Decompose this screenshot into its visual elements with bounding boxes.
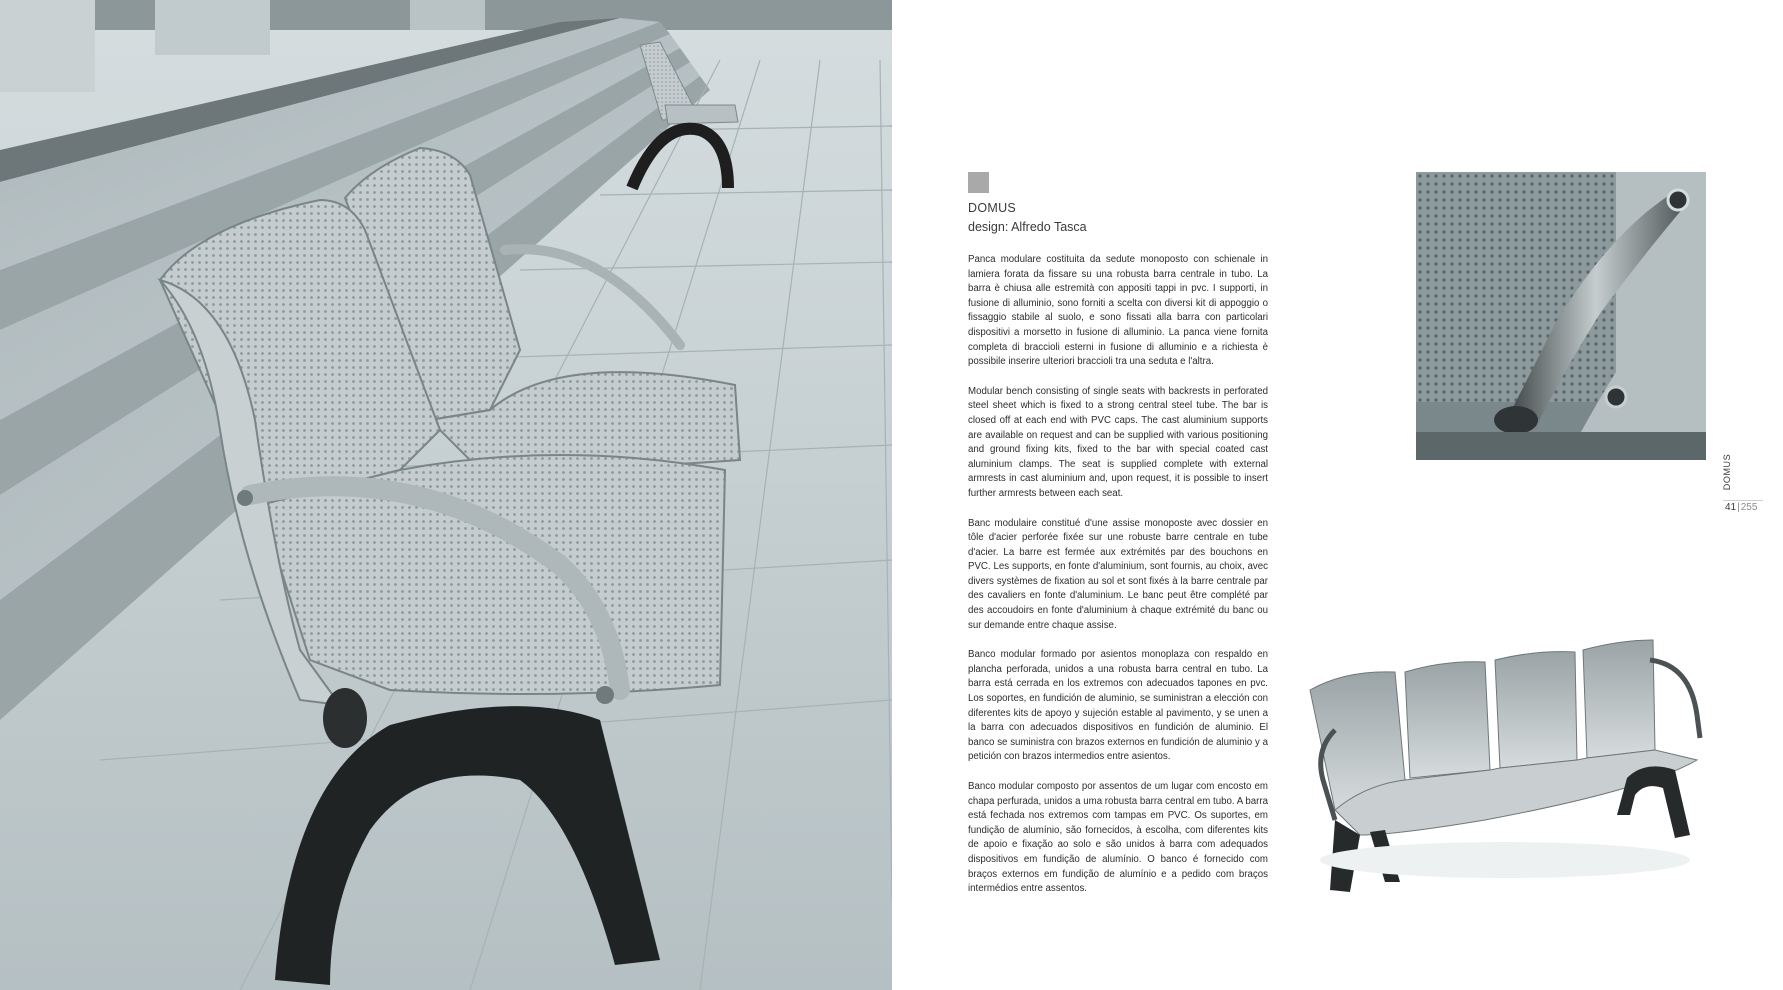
description-english: Modular bench consisting of single seats with backrests in perforated steel sheet which is fixed to a strong central steel tube. The bar is closed off at each end with PVC caps. The cast aluminium supports are available on request and can be supplied with various positioning and ground fixing kits, fixed to the bar with special coated cast aluminium clamps. The seat is supplied complete with external armrests in cast aluminium and, upon request, it is possible to insert further armrests between each seat. xyxy=(968,385,1268,499)
description-spanish: Banco modular formado por asientos monoplaza con respaldo en plancha perforada, unidos a una robusta barra central en tubo. La barra está cerrada en los extremos con adecuados tapones en pvc. Los soportes, en fundición de aluminio, se suministran a elección con diferentes kits de apoyo y sujeción estable al pavimento, y se unen a la barra con adecuados dispositivos en fundición de aluminio. El banco se suministra con brazos externos en fundición de aluminio y a petición con brazos intermedios entre asientos. xyxy=(968,649,1268,763)
armrest-detail-photo xyxy=(1416,172,1706,460)
page-total: 255 xyxy=(1740,502,1758,513)
page-number xyxy=(1725,502,1757,513)
section-tab-label: DOMUS xyxy=(1722,453,1732,491)
description-portuguese: Banco modular composto por assentos de um lugar com encosto em chapa perfurada, unidos a uma robusta barra central em tubo. A barra está fechada nos extremos com tampas em PVC. Os suportes, em fundição de alumínio, são fornecidos, à escolha, com diferentes kits de apoio e fixação ao solo e são unidos à barra com adequados dispositivos em fundição de alumínio. O banco é fornecido com braços externos em fundição de alumínio e a pedido com braços intermédios entre assentos. xyxy=(968,781,1268,895)
folio-rule xyxy=(1723,500,1763,501)
four-seat-bench-photo xyxy=(1305,620,1720,910)
description-column xyxy=(968,253,1268,912)
designer-credit: design: Alfredo Tasca xyxy=(968,220,1087,234)
description-french: Banc modulaire constitué d'une assise monoposte avec dossier en tôle d'acier perforée fixée sur une robuste barre centrale en tube d'acier. La barre est fermée aux extrémités par des bouchons en PVC. Les supports, en fonte d'aluminium, sont fournis, au choix, avec divers systèmes de fixation au sol et sont fixés à la barre centrale par des cavaliers en fonte d'aluminium. Le banc peut être complété par des accoudoirs en fonte d'aluminium à chaque extrémité du banc ou sur demande entre chaque assise. xyxy=(968,517,1268,631)
section-marker-square xyxy=(968,172,989,193)
product-name: DOMUS xyxy=(968,201,1017,215)
page-current: 41 xyxy=(1725,502,1737,513)
description-italian: Panca modulare costituita da sedute monoposto con schienale in lamiera forata da fissare su una robusta barra centrale in tubo. La barra è chiusa alle estremità con appositi tappi in pvc. I supporti, in fusione di alluminio, sono forniti a scelta con diversi kit di appoggio o fissaggio stabile al suolo, e sono fissati alla barra con particolari dispositivi a morsetto in fusione di alluminio. La panca viene fornita completa di braccioli esterni in fusione di alluminio e a richiesta è possibile inserire ulteriori braccioli tra una seduta e l'altra. xyxy=(968,254,1268,368)
page-separator: | xyxy=(1737,502,1740,513)
